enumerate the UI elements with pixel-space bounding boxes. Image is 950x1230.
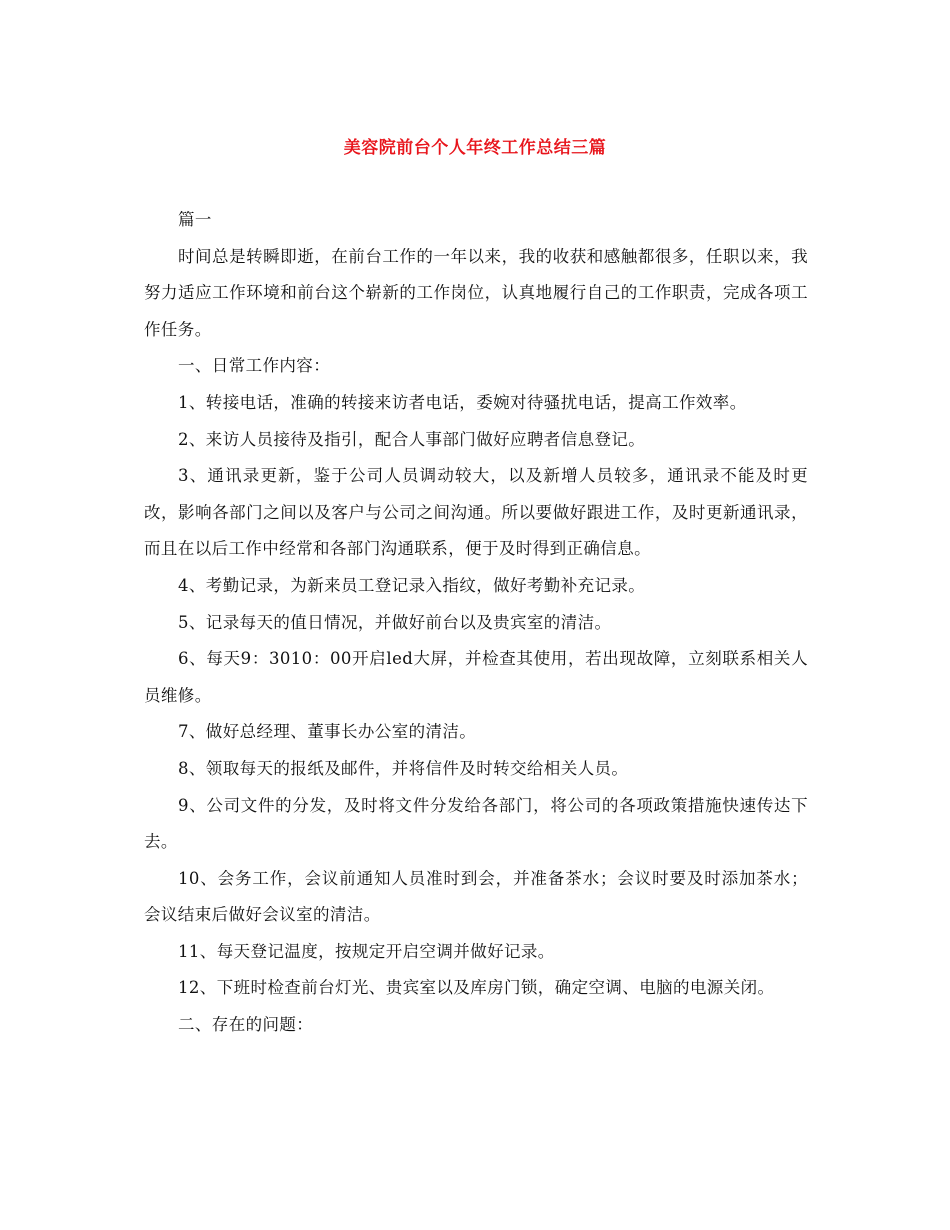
list-item: 2、来访人员接待及指引，配合人事部门做好应聘者信息登记。 [178,429,646,449]
list-item: 9、公司文件的分发，及时将文件分发给各部门，将公司的各项政策措施快速传达下去。 [144,795,808,852]
list-item: 6、每天9：3010：00开启led大屏，并检查其使用，若出现故障，立刻联系相关人员维修。 [144,649,808,705]
list-item: 3、通讯录更新，鉴于公司人员调动较大，以及新增人员较多，通讯录不能及时更改，影响各部门之间以及客户与公司之间沟通。所以要做好跟进工作，及时更新通讯录，而且在以后工作中经常和各部门沟通联系，便于及时得到正确信息。 [144,466,808,559]
list-item: 5、记录每天的值日情况，并做好前台以及贵宾室的清洁。 [178,612,612,632]
list-item: 1、转接电话，准确的转接来访者电话，委婉对待骚扰电话，提高工作效率。 [178,392,747,412]
list-item: 4、考勤记录，为新来员工登记录入指纹，做好考勤补充记录。 [178,575,646,595]
list-item: 10、会务工作，会议前通知人员准时到会，并准备茶水；会议时要及时添加茶水；会议结束后做好会议室的清洁。 [144,868,808,925]
document-body [144,202,808,1044]
list-item: 12、下班时检查前台灯光、贵宾室以及库房门锁，确定空调、电脑的电源关闭。 [178,978,775,998]
section-heading: 一、日常工作内容： [178,356,331,376]
list-item: 7、做好总经理、董事长办公室的清洁。 [178,722,477,742]
intro-paragraph: 时间总是转瞬即逝，在前台工作的一年以来，我的收获和感触都很多，任职以来，我努力适应工作环境和前台这个崭新的工作岗位，认真地履行自己的工作职责，完成各项工作任务。 [144,246,808,339]
section-heading: 二、存在的问题： [178,1015,314,1035]
list-item: 8、领取每天的报纸及邮件，并将信件及时转交给相关人员。 [178,758,629,778]
section-heading: 篇一 [178,210,212,229]
list-item: 11、每天登记温度，按规定开启空调并做好记录。 [178,941,555,961]
document-title: 美容院前台个人年终工作总结三篇 [343,138,607,158]
